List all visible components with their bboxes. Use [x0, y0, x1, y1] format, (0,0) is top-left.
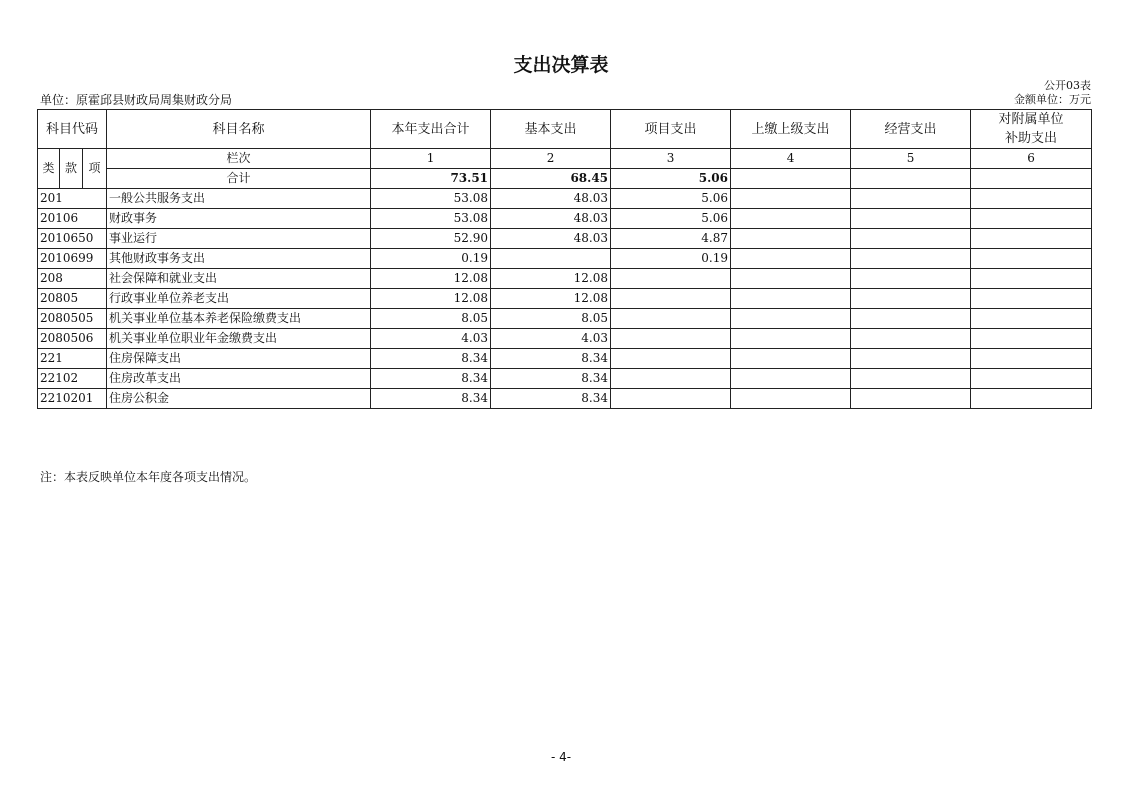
row-code: 221 [38, 349, 107, 369]
row-total: 0.19 [371, 249, 491, 269]
row-code: 2080505 [38, 309, 107, 329]
row-code: 2010699 [38, 249, 107, 269]
row-business [851, 289, 971, 309]
table-row [38, 189, 1092, 209]
row-project [611, 269, 731, 289]
row-project [611, 329, 731, 349]
row-subsidy [971, 249, 1092, 269]
row-project [611, 349, 731, 369]
row-code: 2080506 [38, 329, 107, 349]
header-kuan: 款 [60, 149, 83, 189]
row-code: 2210201 [38, 389, 107, 409]
summary-row [38, 169, 1092, 189]
row-project: 5.06 [611, 189, 731, 209]
header-subsidy-line1: 对附属单位 [998, 112, 1064, 127]
row-name: 事业运行 [107, 229, 371, 249]
column-index-6: 6 [971, 149, 1092, 169]
row-basic: 48.03 [491, 189, 611, 209]
row-business [851, 189, 971, 209]
row-business [851, 249, 971, 269]
row-subsidy [971, 189, 1092, 209]
summary-project: 5.06 [611, 169, 731, 189]
row-code: 20106 [38, 209, 107, 229]
summary-label: 合计 [107, 169, 371, 189]
row-basic: 8.05 [491, 309, 611, 329]
summary-subsidy [971, 169, 1092, 189]
row-total: 53.08 [371, 209, 491, 229]
table-row [38, 209, 1092, 229]
header-subsidy [971, 110, 1092, 149]
row-upper [731, 269, 851, 289]
row-name: 社会保障和就业支出 [107, 269, 371, 289]
row-name: 住房公积金 [107, 389, 371, 409]
row-total: 8.05 [371, 309, 491, 329]
table-row [38, 389, 1092, 409]
row-total: 4.03 [371, 329, 491, 349]
column-index-label: 栏次 [107, 149, 371, 169]
row-business [851, 349, 971, 369]
page-number: - 4- [550, 750, 572, 764]
row-project [611, 309, 731, 329]
row-project [611, 389, 731, 409]
row-basic: 8.34 [491, 349, 611, 369]
summary-upper [731, 169, 851, 189]
column-index-3: 3 [611, 149, 731, 169]
row-code: 201 [38, 189, 107, 209]
row-upper [731, 369, 851, 389]
row-subsidy [971, 349, 1092, 369]
row-project: 4.87 [611, 229, 731, 249]
row-upper [731, 329, 851, 349]
row-upper [731, 309, 851, 329]
row-business [851, 229, 971, 249]
summary-total: 73.51 [371, 169, 491, 189]
table-row [38, 349, 1092, 369]
row-project [611, 369, 731, 389]
column-index-row [38, 149, 1092, 169]
summary-business [851, 169, 971, 189]
row-subsidy [971, 229, 1092, 249]
column-index-4: 4 [731, 149, 851, 169]
table-row [38, 269, 1092, 289]
row-upper [731, 189, 851, 209]
header-basic: 基本支出 [491, 110, 611, 149]
header-xiang: 项 [83, 149, 107, 189]
row-subsidy [971, 369, 1092, 389]
header-row [38, 110, 1092, 149]
table-note: 注：本表反映单位本年度各项支出情况。 [40, 470, 257, 484]
page-title: 支出决算表 [513, 54, 609, 76]
row-business [851, 269, 971, 289]
row-total: 12.08 [371, 289, 491, 309]
row-upper [731, 209, 851, 229]
form-number: 公开03表 [1044, 79, 1091, 92]
row-code: 2010650 [38, 229, 107, 249]
row-upper [731, 349, 851, 369]
expenditure-table [37, 109, 1092, 409]
row-project: 0.19 [611, 249, 731, 269]
header-total: 本年支出合计 [371, 110, 491, 149]
row-name: 其他财政事务支出 [107, 249, 371, 269]
table-row [38, 309, 1092, 329]
row-total: 12.08 [371, 269, 491, 289]
column-index-5: 5 [851, 149, 971, 169]
row-upper [731, 229, 851, 249]
header-upper: 上缴上级支出 [731, 110, 851, 149]
row-basic: 12.08 [491, 289, 611, 309]
summary-basic: 68.45 [491, 169, 611, 189]
row-total: 8.34 [371, 389, 491, 409]
row-name: 机关事业单位基本养老保险缴费支出 [107, 309, 371, 329]
row-basic: 8.34 [491, 369, 611, 389]
row-basic [491, 249, 611, 269]
row-project [611, 289, 731, 309]
row-code: 20805 [38, 289, 107, 309]
row-total: 52.90 [371, 229, 491, 249]
row-basic: 48.03 [491, 209, 611, 229]
row-subsidy [971, 329, 1092, 349]
row-code: 22102 [38, 369, 107, 389]
row-subsidy [971, 309, 1092, 329]
row-subsidy [971, 209, 1092, 229]
row-total: 8.34 [371, 369, 491, 389]
row-business [851, 369, 971, 389]
row-name: 住房改革支出 [107, 369, 371, 389]
header-lei: 类 [38, 149, 60, 189]
row-name: 财政事务 [107, 209, 371, 229]
row-name: 机关事业单位职业年金缴费支出 [107, 329, 371, 349]
row-project: 5.06 [611, 209, 731, 229]
unit-name: 单位：原霍邱县财政局周集财政分局 [40, 93, 233, 107]
row-upper [731, 389, 851, 409]
row-business [851, 209, 971, 229]
row-basic: 48.03 [491, 229, 611, 249]
table-row [38, 249, 1092, 269]
row-code: 208 [38, 269, 107, 289]
row-name: 行政事业单位养老支出 [107, 289, 371, 309]
header-business: 经营支出 [851, 110, 971, 149]
header-name: 科目名称 [107, 110, 371, 149]
table-row [38, 229, 1092, 249]
row-basic: 4.03 [491, 329, 611, 349]
row-upper [731, 289, 851, 309]
header-code: 科目代码 [38, 110, 107, 149]
row-upper [731, 249, 851, 269]
row-name: 一般公共服务支出 [107, 189, 371, 209]
row-business [851, 329, 971, 349]
table-row [38, 289, 1092, 309]
header-project: 项目支出 [611, 110, 731, 149]
row-total: 53.08 [371, 189, 491, 209]
amount-unit: 金额单位：万元 [1014, 93, 1091, 106]
row-business [851, 389, 971, 409]
row-subsidy [971, 269, 1092, 289]
row-basic: 12.08 [491, 269, 611, 289]
table-row [38, 369, 1092, 389]
row-subsidy [971, 389, 1092, 409]
row-total: 8.34 [371, 349, 491, 369]
row-basic: 8.34 [491, 389, 611, 409]
header-subsidy-line2: 补助支出 [1005, 131, 1058, 146]
column-index-2: 2 [491, 149, 611, 169]
table-row [38, 329, 1092, 349]
row-subsidy [971, 289, 1092, 309]
row-business [851, 309, 971, 329]
column-index-1: 1 [371, 149, 491, 169]
row-name: 住房保障支出 [107, 349, 371, 369]
